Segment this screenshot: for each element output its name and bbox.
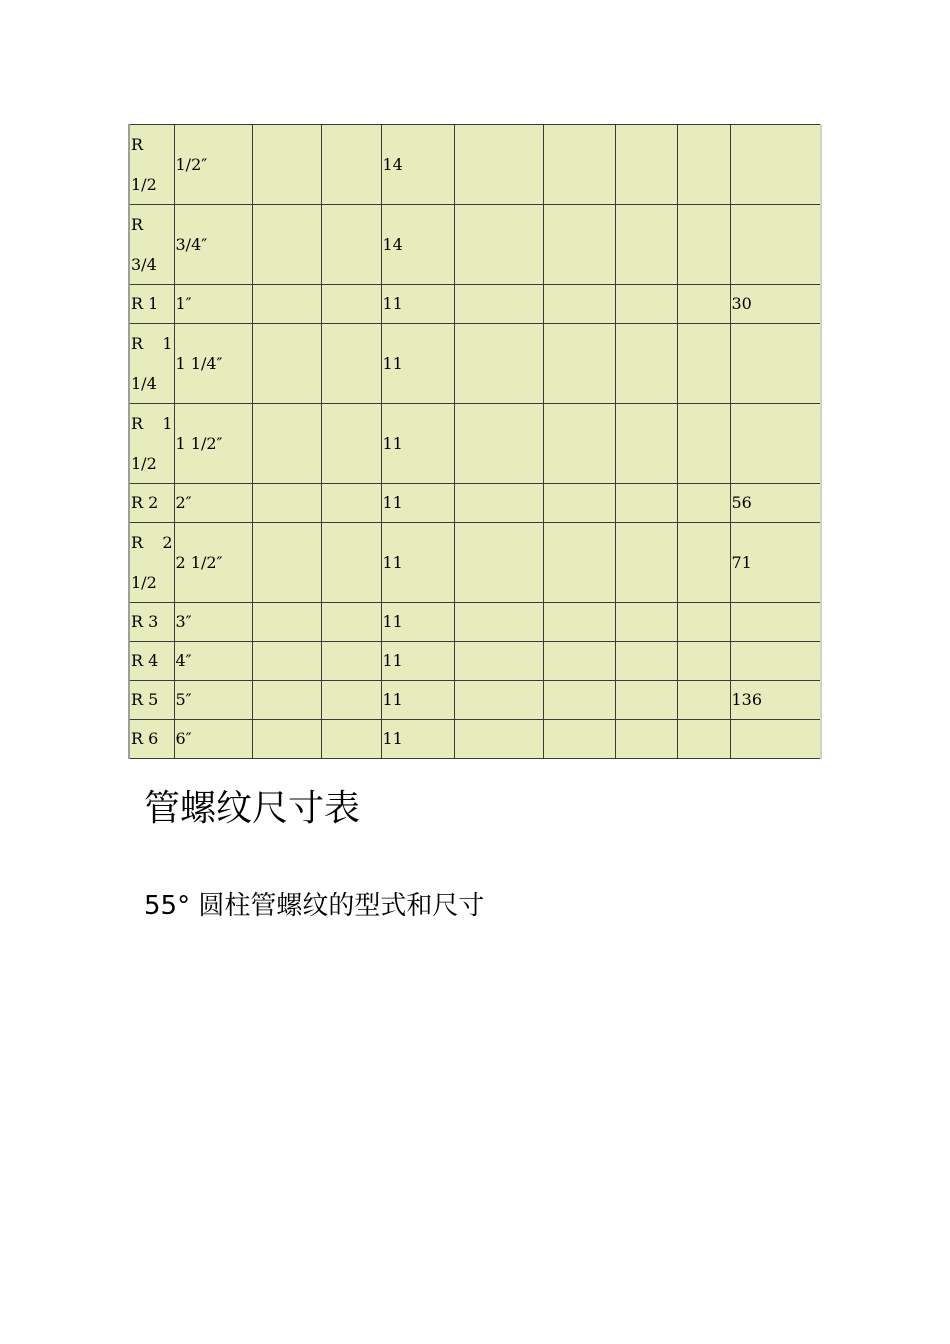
pipe-thread-table (128, 124, 822, 759)
table-row (129, 681, 821, 720)
empty-cell (321, 205, 381, 285)
table-row (129, 205, 821, 285)
spec-cell: R 3/4 (129, 205, 174, 285)
empty-cell (252, 523, 321, 603)
threads-per-inch-cell: 11 (381, 720, 454, 759)
empty-cell (321, 125, 381, 205)
threads-per-inch-cell: 14 (381, 205, 454, 285)
size-cell: 3/4″ (174, 205, 252, 285)
empty-cell (321, 642, 381, 681)
size-cell: 2 1/2″ (174, 523, 252, 603)
empty-cell (454, 720, 543, 759)
section-heading: 55° 圆柱管螺纹的型式和尺寸 (144, 891, 485, 921)
table-row (129, 523, 821, 603)
empty-cell (543, 285, 615, 324)
spec-cell: R 1 1/4 (129, 324, 174, 404)
spec-cell: R 3 (129, 603, 174, 642)
size-cell: 1 1/2″ (174, 404, 252, 484)
empty-cell (252, 603, 321, 642)
empty-cell (252, 205, 321, 285)
empty-cell (252, 285, 321, 324)
spec-cell: R 2 1/2 (129, 523, 174, 603)
last-value-cell: 136 (730, 681, 821, 720)
empty-cell (615, 603, 677, 642)
empty-cell (454, 484, 543, 523)
pipe-thread-table-container (128, 124, 822, 759)
last-value-cell (730, 404, 821, 484)
threads-per-inch-cell: 11 (381, 603, 454, 642)
empty-cell (543, 603, 615, 642)
empty-cell (543, 404, 615, 484)
empty-cell (615, 205, 677, 285)
empty-cell (321, 681, 381, 720)
empty-cell (543, 681, 615, 720)
threads-per-inch-cell: 11 (381, 324, 454, 404)
empty-cell (454, 404, 543, 484)
empty-cell (615, 681, 677, 720)
empty-cell (677, 720, 730, 759)
empty-cell (252, 720, 321, 759)
table-row (129, 404, 821, 484)
table-row (129, 285, 821, 324)
empty-cell (677, 404, 730, 484)
size-cell: 1 1/4″ (174, 324, 252, 404)
spec-cell: R 1 (129, 285, 174, 324)
threads-per-inch-cell: 11 (381, 484, 454, 523)
threads-per-inch-cell: 11 (381, 523, 454, 603)
last-value-cell (730, 205, 821, 285)
empty-cell (321, 484, 381, 523)
empty-cell (454, 642, 543, 681)
empty-cell (321, 285, 381, 324)
empty-cell (454, 603, 543, 642)
empty-cell (321, 404, 381, 484)
size-cell: 5″ (174, 681, 252, 720)
empty-cell (454, 681, 543, 720)
empty-cell (321, 324, 381, 404)
empty-cell (454, 523, 543, 603)
empty-cell (677, 681, 730, 720)
size-cell: 4″ (174, 642, 252, 681)
empty-cell (454, 205, 543, 285)
empty-cell (454, 285, 543, 324)
empty-cell (543, 324, 615, 404)
empty-cell (252, 681, 321, 720)
table-row (129, 125, 821, 205)
empty-cell (677, 324, 730, 404)
threads-per-inch-cell: 11 (381, 404, 454, 484)
empty-cell (677, 125, 730, 205)
spec-cell: R 5 (129, 681, 174, 720)
empty-cell (615, 720, 677, 759)
empty-cell (543, 720, 615, 759)
empty-cell (543, 205, 615, 285)
last-value-cell (730, 603, 821, 642)
spec-cell: R 1 1/2 (129, 404, 174, 484)
last-value-cell (730, 324, 821, 404)
threads-per-inch-cell: 14 (381, 125, 454, 205)
empty-cell (677, 285, 730, 324)
empty-cell (615, 484, 677, 523)
empty-cell (252, 125, 321, 205)
table-row (129, 720, 821, 759)
empty-cell (543, 523, 615, 603)
empty-cell (615, 125, 677, 205)
empty-cell (677, 205, 730, 285)
empty-cell (321, 603, 381, 642)
empty-cell (677, 603, 730, 642)
empty-cell (252, 484, 321, 523)
page-title: 管螺纹尺寸表 (144, 788, 361, 829)
table-row (129, 484, 821, 523)
empty-cell (615, 523, 677, 603)
empty-cell (615, 324, 677, 404)
threads-per-inch-cell: 11 (381, 681, 454, 720)
empty-cell (615, 285, 677, 324)
table-row (129, 603, 821, 642)
empty-cell (543, 484, 615, 523)
spec-cell: R 4 (129, 642, 174, 681)
empty-cell (677, 484, 730, 523)
spec-cell: R 2 (129, 484, 174, 523)
spec-cell: R 6 (129, 720, 174, 759)
size-cell: 3″ (174, 603, 252, 642)
table-row (129, 324, 821, 404)
last-value-cell: 56 (730, 484, 821, 523)
empty-cell (615, 404, 677, 484)
table-row (129, 642, 821, 681)
empty-cell (454, 324, 543, 404)
last-value-cell (730, 125, 821, 205)
spec-cell: R 1/2 (129, 125, 174, 205)
size-cell: 6″ (174, 720, 252, 759)
last-value-cell (730, 642, 821, 681)
last-value-cell: 71 (730, 523, 821, 603)
empty-cell (252, 324, 321, 404)
last-value-cell (730, 720, 821, 759)
empty-cell (543, 125, 615, 205)
threads-per-inch-cell: 11 (381, 285, 454, 324)
last-value-cell: 30 (730, 285, 821, 324)
empty-cell (252, 642, 321, 681)
size-cell: 1″ (174, 285, 252, 324)
empty-cell (321, 720, 381, 759)
empty-cell (252, 404, 321, 484)
empty-cell (321, 523, 381, 603)
empty-cell (615, 642, 677, 681)
empty-cell (543, 642, 615, 681)
empty-cell (677, 523, 730, 603)
empty-cell (454, 125, 543, 205)
empty-cell (677, 642, 730, 681)
size-cell: 2″ (174, 484, 252, 523)
threads-per-inch-cell: 11 (381, 642, 454, 681)
size-cell: 1/2″ (174, 125, 252, 205)
